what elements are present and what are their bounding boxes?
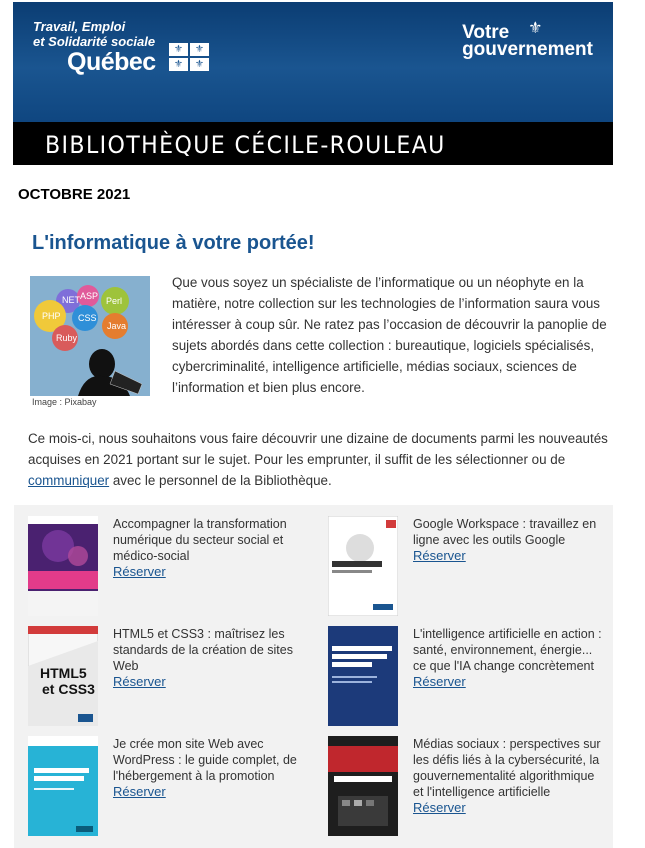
book-item — [28, 626, 308, 726]
reserve-link[interactable]: Réserver — [113, 674, 166, 689]
book-item — [28, 736, 308, 836]
book-item — [28, 516, 308, 616]
quebec-flag-icon: ⚜ ⚜ ⚜ ⚜ — [169, 43, 209, 71]
reserve-link[interactable]: Réserver — [413, 548, 466, 563]
book-cover[interactable] — [28, 736, 98, 836]
book-title: Je crée mon site Web avec WordPress : le guide complet, de l'hébergement à la promotion — [113, 737, 297, 783]
section-heading: L'informatique à votre portée! — [32, 232, 315, 254]
reserve-link[interactable]: Réserver — [113, 564, 166, 579]
book-title: Google Workspace : travaillez en ligne avec les outils Google — [413, 517, 597, 547]
votre-gouvernement-logo: ⚜ Votre gouvernement — [462, 20, 593, 60]
book-cover[interactable] — [328, 516, 398, 616]
book-grid — [14, 505, 613, 848]
bubble-php: PHP — [42, 311, 61, 321]
book-title: HTML5 et CSS3 : maîtrisez les standards de la création de sites Web — [113, 627, 293, 673]
reserve-link[interactable]: Réserver — [413, 674, 466, 689]
invite-paragraph: Ce mois-ci, nous souhaitons vous faire découvrir une dizaine de documents parmi les nouveautés acquises en 2021 portant sur le sujet. Pour les emprunter, il suffit de les sélectionner ou de communiquer avec le personnel de la Bibliothèque. — [28, 431, 608, 488]
book-cover[interactable] — [28, 516, 98, 616]
book-title: Accompagner la transformation numérique du secteur social et médico-social — [113, 517, 287, 563]
image-credit: Image : Pixabay — [32, 397, 97, 407]
book-cover[interactable] — [328, 626, 398, 726]
bubble-perl: Perl — [106, 296, 123, 306]
fleur-de-lys-icon: ⚜ — [528, 20, 543, 37]
svg-text:et CSS3: et CSS3 — [42, 681, 95, 697]
bubble-asp: ASP — [80, 291, 99, 301]
book-title: L'intelligence artificielle en action : santé, environnement, énergie... ce que l'IA change concrètement — [413, 627, 602, 673]
library-title-bar — [13, 122, 613, 165]
book-item — [328, 516, 608, 616]
book-cover[interactable] — [28, 626, 98, 726]
reserve-link[interactable]: Réserver — [413, 800, 466, 815]
quebec-logo-text: Québec — [67, 48, 156, 76]
book-title: Médias sociaux : perspectives sur les défis liés à la cybersécurité, la gouvernementalité algorithmique et l'intelligence artificielle — [413, 737, 601, 799]
book-cover[interactable] — [328, 736, 398, 836]
book-item — [328, 626, 608, 726]
intro-paragraph: Que vous soyez un spécialiste de l’informatique ou un néophyte en la matière, notre collection sur les technologies de l’information saura vous intéresser à coup sûr. Ne ratez pas l’occasion de découvrir la panoplie de sujets abordés dans cette collection : bureautique, logiciels spécialisés, cybercriminalité, intelligence artificielle, médias sociaux, sciences de l’information et bien plus encore. — [172, 275, 607, 395]
reserve-link[interactable]: Réserver — [113, 784, 166, 799]
bubble-net: NET — [62, 295, 80, 305]
library-title: BIBLIOTHÈQUE CÉCILE-ROULEAU — [45, 131, 446, 159]
issue-month: OCTOBRE 2021 — [18, 186, 131, 203]
book-item — [328, 736, 608, 836]
header-banner — [13, 2, 613, 122]
communiquer-link[interactable]: communiquer — [28, 473, 110, 488]
bubble-ruby: Ruby — [56, 333, 78, 343]
bubble-css: CSS — [78, 313, 97, 323]
bubble-java: Java — [107, 321, 127, 331]
svg-text:HTML5: HTML5 — [40, 665, 87, 681]
ministry-name: Travail, Emploi et Solidarité sociale — [33, 19, 156, 49]
intro-illustration — [30, 276, 150, 396]
